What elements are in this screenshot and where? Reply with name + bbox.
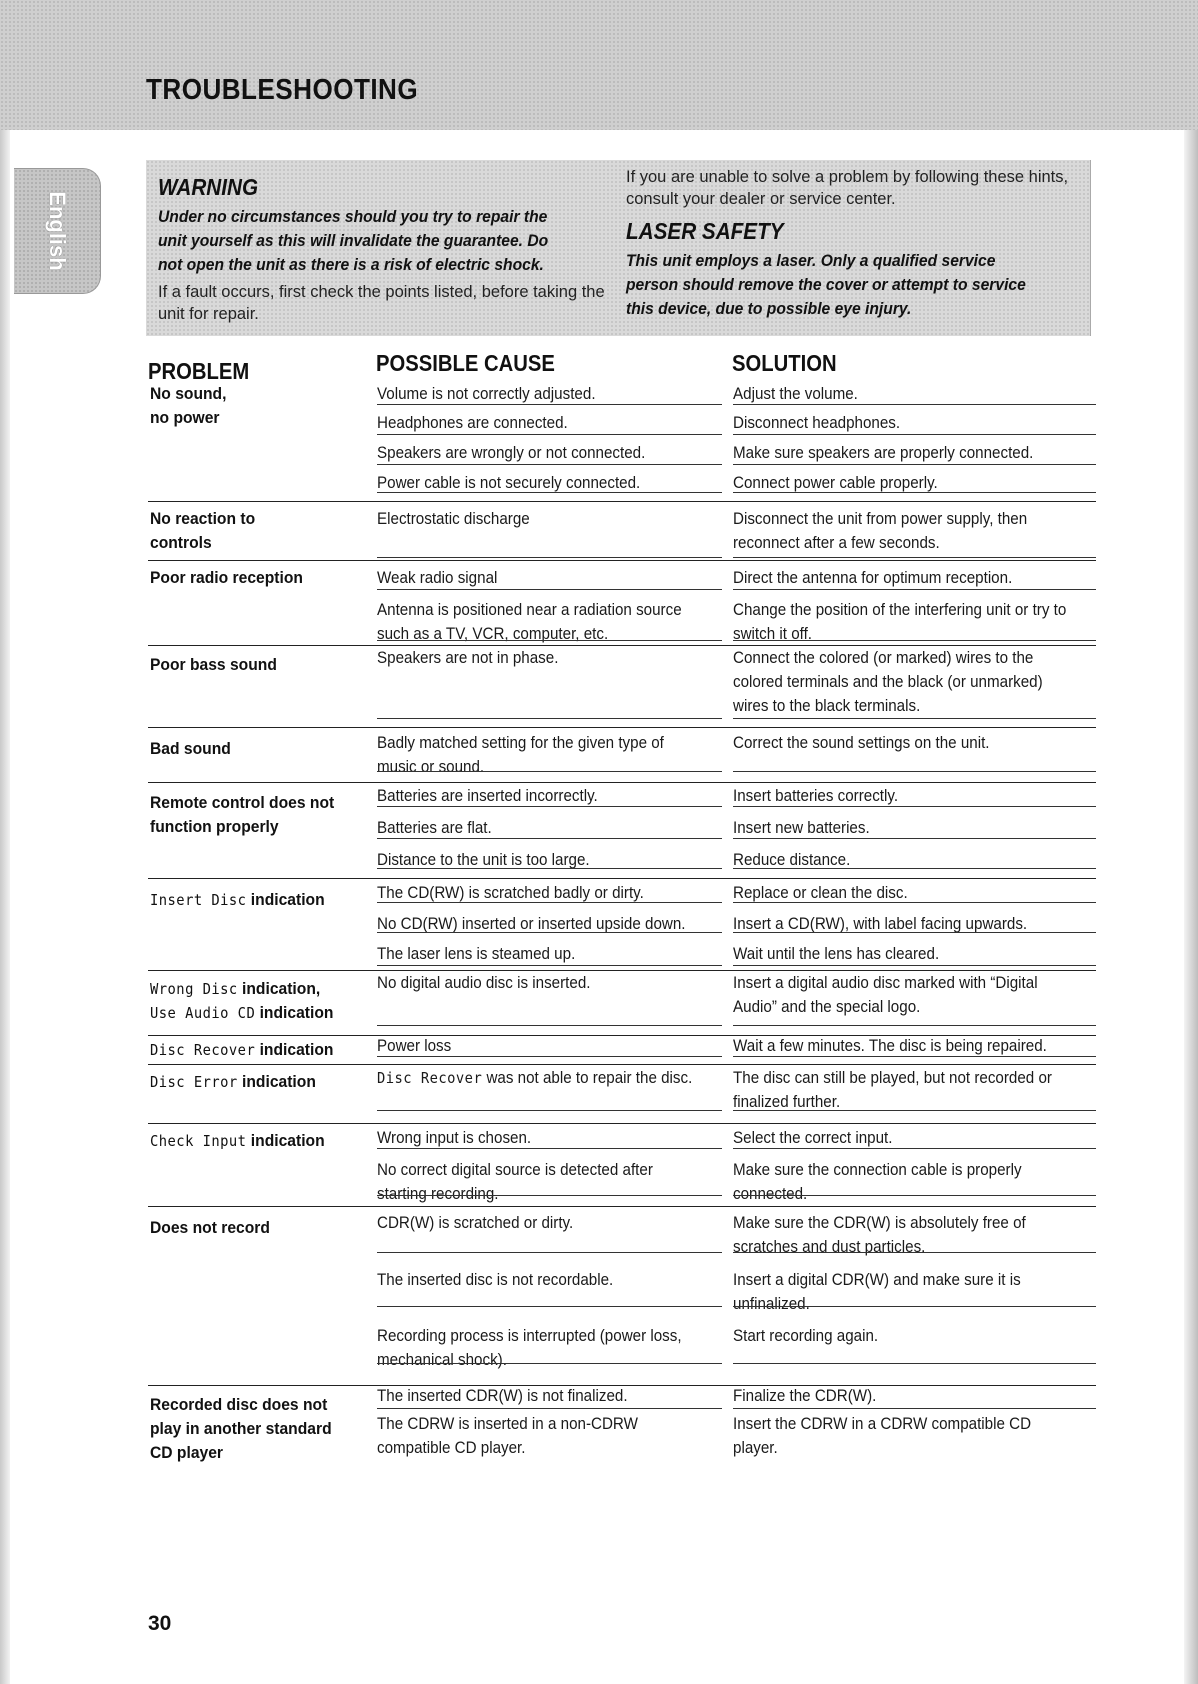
problem-cell — [150, 1038, 357, 1062]
text-segment: Recorded disc does not — [150, 1395, 328, 1414]
page-title: TROUBLESHOOTING — [146, 74, 419, 106]
cause-cell — [377, 1384, 694, 1408]
text-segment: Insert a CD(RW), with label facing upwards. — [733, 915, 1028, 933]
text-segment: No sound, — [150, 384, 227, 403]
text-segment: Weak radio signal — [377, 569, 498, 587]
text-segment: Change the position of the interfering unit or try to switch it off. — [733, 601, 1067, 643]
text-segment: Insert new batteries. — [733, 819, 870, 837]
row-divider — [148, 1206, 1096, 1207]
lcd-display-text: Insert Disc — [150, 891, 247, 909]
cause-cell — [377, 816, 694, 840]
solution-cell — [733, 1268, 1073, 1316]
text-segment: Antenna is positioned near a radiation source such as a TV, VCR, computer, etc. — [377, 601, 682, 643]
solution-underline — [733, 1306, 1096, 1307]
solution-underline — [733, 838, 1096, 839]
lcd-display-text: Use Audio CD — [150, 1004, 256, 1022]
text-segment: Distance to the unit is too large. — [377, 851, 590, 869]
text-segment: indication — [237, 1072, 316, 1091]
row-divider — [148, 727, 1096, 728]
page-right-edge — [1184, 0, 1198, 1684]
text-segment: function properly — [150, 817, 279, 836]
text-segment: No digital audio disc is inserted. — [377, 974, 591, 992]
solution-cell — [733, 1158, 1073, 1206]
solution-underline — [733, 404, 1096, 405]
cause-cell — [377, 598, 694, 646]
cause-underline — [377, 557, 722, 558]
warning-plain-text: If a fault occurs, first check the points listed, before taking the unit for repair. — [158, 283, 605, 323]
problem-cell — [150, 737, 357, 761]
cause-cell — [377, 507, 694, 531]
cause-underline — [377, 868, 722, 869]
solution-cell — [733, 971, 1073, 1019]
text-segment: Start recording again. — [733, 1327, 879, 1345]
laser-safety-section — [626, 166, 1076, 321]
cause-underline — [377, 1252, 722, 1253]
header-band — [0, 0, 1198, 130]
cause-underline — [377, 1408, 722, 1409]
cause-underline — [377, 932, 722, 933]
cause-cell — [377, 441, 694, 465]
cause-underline — [377, 1363, 722, 1364]
cause-underline — [377, 838, 722, 839]
text-segment: Select the correct input. — [733, 1129, 893, 1147]
text-segment: Disconnect the unit from power supply, then reconnect after a few seconds. — [733, 510, 1028, 552]
text-segment: Make sure speakers are properly connected. — [733, 444, 1034, 462]
solution-underline — [733, 902, 1096, 903]
solution-cell — [733, 1034, 1073, 1058]
language-tab-label: English — [45, 191, 70, 271]
solution-cell — [733, 566, 1073, 590]
solution-underline — [733, 1148, 1096, 1149]
cause-underline — [377, 589, 722, 590]
text-segment: Adjust the volume. — [733, 385, 858, 403]
text-segment: Poor radio reception — [150, 568, 303, 587]
text-segment: Volume is not correctly adjusted. — [377, 385, 596, 403]
column-header-solution: SOLUTION — [732, 350, 837, 376]
text-segment: Insert a digital CDR(W) and make sure it is unfinalized. — [733, 1271, 1021, 1313]
text-segment: Headphones are connected. — [377, 414, 568, 432]
solution-underline — [733, 557, 1096, 558]
text-segment: Speakers are not in phase. — [377, 649, 559, 667]
cause-underline — [377, 1110, 722, 1111]
cause-cell — [377, 382, 694, 406]
text-segment: The inserted CDR(W) is not finalized. — [377, 1387, 628, 1405]
column-header-cause: POSSIBLE CAUSE — [376, 350, 555, 376]
text-segment: indication, — [237, 979, 321, 998]
cause-cell — [377, 784, 694, 808]
solution-cell — [733, 731, 1073, 755]
solution-cell — [733, 784, 1073, 808]
solution-cell — [733, 1324, 1073, 1348]
text-segment: The CDRW is inserted in a non-CDRW compatible CD player. — [377, 1415, 638, 1457]
cause-cell — [377, 411, 694, 435]
solution-underline — [733, 965, 1096, 966]
text-segment: Direct the antenna for optimum reception. — [733, 569, 1013, 587]
warning-bold-text: Under no circumstances should you try to repair the unit yourself as this will invalidate the guarantee. Do not open the unit as there is a risk of electric shock. — [158, 207, 549, 274]
solution-underline — [733, 464, 1096, 465]
text-segment: Bad sound — [150, 739, 231, 758]
cause-underline — [377, 806, 722, 807]
text-segment: Wait until the lens has cleared. — [733, 945, 940, 963]
text-segment: no power — [150, 408, 220, 427]
cause-underline — [377, 902, 722, 903]
solution-cell — [733, 411, 1073, 435]
text-segment: indication — [255, 1003, 334, 1022]
row-divider — [148, 560, 1096, 561]
solution-cell — [733, 1066, 1073, 1114]
text-segment: indication — [246, 1131, 325, 1150]
text-segment: Power loss — [377, 1037, 452, 1055]
laser-safety-text: This unit employs a laser. Only a qualified service person should remove the cover or attempt to service this device, due to possible eye injury. — [626, 251, 1026, 318]
solution-cell — [733, 942, 1073, 966]
cause-cell — [377, 1268, 694, 1292]
text-segment: The CD(RW) is scratched badly or dirty. — [377, 884, 644, 902]
cause-cell — [377, 942, 694, 966]
solution-cell — [733, 646, 1073, 718]
text-segment: Make sure the CDR(W) is absolutely free of scratches and dust particles. — [733, 1214, 1026, 1256]
warning-section — [158, 174, 608, 325]
solution-underline — [733, 806, 1096, 807]
cause-underline — [377, 1195, 722, 1196]
text-segment: No reaction to — [150, 509, 256, 528]
text-segment: CD player — [150, 1443, 224, 1462]
row-divider — [148, 1123, 1096, 1124]
cause-underline — [377, 965, 722, 966]
laser-safety-title: LASER SAFETY — [626, 218, 784, 244]
page-number: 30 — [148, 1612, 172, 1635]
cause-underline — [377, 718, 722, 719]
text-segment: Wait a few minutes. The disc is being repaired. — [733, 1037, 1047, 1055]
cause-underline — [377, 771, 722, 772]
solution-cell — [733, 598, 1073, 646]
column-header-problem: PROBLEM — [148, 358, 250, 384]
solution-cell — [733, 1412, 1073, 1460]
lcd-display-text: Wrong Disc — [150, 980, 238, 998]
text-segment: Disconnect headphones. — [733, 414, 901, 432]
cause-cell — [377, 1066, 694, 1090]
cause-underline — [377, 1148, 722, 1149]
cause-cell — [377, 646, 694, 670]
cause-cell — [377, 1158, 694, 1206]
cause-cell — [377, 1034, 694, 1058]
text-segment: The laser lens is steamed up. — [377, 945, 576, 963]
text-segment: No CD(RW) inserted or inserted upside down. — [377, 915, 686, 933]
solution-cell — [733, 507, 1073, 555]
cause-cell — [377, 1126, 694, 1150]
text-segment: Power cable is not securely connected. — [377, 474, 641, 492]
text-segment: Remote control does not — [150, 793, 335, 812]
solution-underline — [733, 1363, 1096, 1364]
cause-cell — [377, 1324, 694, 1372]
cause-cell — [377, 1412, 694, 1460]
row-divider — [148, 1064, 1096, 1065]
lcd-display-text: Disc Recover — [150, 1041, 256, 1059]
solution-cell — [733, 1384, 1073, 1408]
text-segment: The inserted disc is not recordable. — [377, 1271, 614, 1289]
text-segment: Batteries are inserted incorrectly. — [377, 787, 598, 805]
solution-underline — [733, 640, 1096, 641]
row-divider — [148, 878, 1096, 879]
text-segment: Does not record — [150, 1218, 270, 1237]
text-segment: Electrostatic discharge — [377, 510, 530, 528]
solution-cell — [733, 382, 1073, 406]
cause-underline — [377, 492, 722, 493]
text-segment: indication — [246, 890, 325, 909]
solution-underline — [733, 434, 1096, 435]
solution-underline — [733, 932, 1096, 933]
cause-cell — [377, 971, 694, 995]
page-left-edge — [0, 0, 10, 1684]
text-segment: CDR(W) is scratched or dirty. — [377, 1214, 574, 1232]
text-segment: Badly matched setting for the given type of music or sound. — [377, 734, 664, 776]
text-segment: Poor bass sound — [150, 655, 277, 674]
text-segment: Correct the sound settings on the unit. — [733, 734, 990, 752]
cause-cell — [377, 1211, 694, 1235]
text-segment: Insert a digital audio disc marked with “Digital Audio” and the special logo. — [733, 974, 1038, 1016]
problem-cell — [150, 1070, 357, 1094]
language-tab — [14, 168, 101, 294]
solution-underline — [733, 492, 1096, 493]
cause-underline — [377, 1025, 722, 1026]
solution-underline — [733, 1408, 1096, 1409]
text-segment: Connect power cable properly. — [733, 474, 938, 492]
problem-cell — [150, 653, 357, 677]
solution-cell — [733, 441, 1073, 465]
problem-cell — [150, 1393, 357, 1465]
text-segment: Replace or clean the disc. — [733, 884, 908, 902]
solution-underline — [733, 718, 1096, 719]
text-segment: indication — [255, 1040, 334, 1059]
problem-cell — [150, 888, 357, 912]
hint-text: If you are unable to solve a problem by following these hints, consult your dealer or service center. — [626, 168, 1069, 208]
solution-underline — [733, 1056, 1096, 1057]
solution-underline — [733, 1110, 1096, 1111]
text-segment: controls — [150, 533, 212, 552]
row-divider — [148, 782, 1096, 783]
text-segment: Reduce distance. — [733, 851, 851, 869]
text-segment: Finalize the CDR(W). — [733, 1387, 877, 1405]
text-segment: Recording process is interrupted (power loss, mechanical shock). — [377, 1327, 682, 1369]
text-segment: was not able to repair the disc. — [482, 1069, 693, 1087]
warning-box — [146, 160, 1091, 336]
text-segment: Insert the CDRW in a CDRW compatible CD player. — [733, 1415, 1032, 1457]
text-segment: The disc can still be played, but not recorded or finalized further. — [733, 1069, 1052, 1111]
problem-cell — [150, 1216, 357, 1240]
problem-cell — [150, 791, 357, 839]
text-segment: Batteries are flat. — [377, 819, 492, 837]
lcd-display-text: Check Input — [150, 1132, 247, 1150]
warning-title: WARNING — [158, 174, 259, 200]
cause-cell — [377, 566, 694, 590]
problem-cell — [150, 507, 357, 555]
text-segment: Wrong input is chosen. — [377, 1129, 532, 1147]
cause-underline — [377, 1306, 722, 1307]
problem-cell — [150, 566, 357, 590]
solution-cell — [733, 1126, 1073, 1150]
text-segment: Insert batteries correctly. — [733, 787, 899, 805]
problem-cell — [150, 1129, 357, 1153]
cause-underline — [377, 464, 722, 465]
solution-cell — [733, 816, 1073, 840]
lcd-display-text: Disc Error — [150, 1073, 238, 1091]
cause-underline — [377, 640, 722, 641]
text-segment: No correct digital source is detected after starting recording. — [377, 1161, 653, 1203]
solution-underline — [733, 1252, 1096, 1253]
lcd-display-text: Disc Recover — [377, 1069, 483, 1087]
solution-underline — [733, 771, 1096, 772]
row-divider — [148, 501, 1096, 502]
cause-underline — [377, 1056, 722, 1057]
problem-cell — [150, 382, 357, 430]
problem-cell — [150, 977, 357, 1025]
text-segment: Make sure the connection cable is properly connected. — [733, 1161, 1022, 1203]
text-segment: play in another standard — [150, 1419, 332, 1438]
solution-underline — [733, 589, 1096, 590]
cause-underline — [377, 434, 722, 435]
text-segment: Speakers are wrongly or not connected. — [377, 444, 646, 462]
solution-underline — [733, 1195, 1096, 1196]
solution-underline — [733, 1025, 1096, 1026]
cause-underline — [377, 404, 722, 405]
solution-underline — [733, 868, 1096, 869]
text-segment: Connect the colored (or marked) wires to the colored terminals and the black (or unmarked) wires to the black terminals. — [733, 649, 1043, 715]
